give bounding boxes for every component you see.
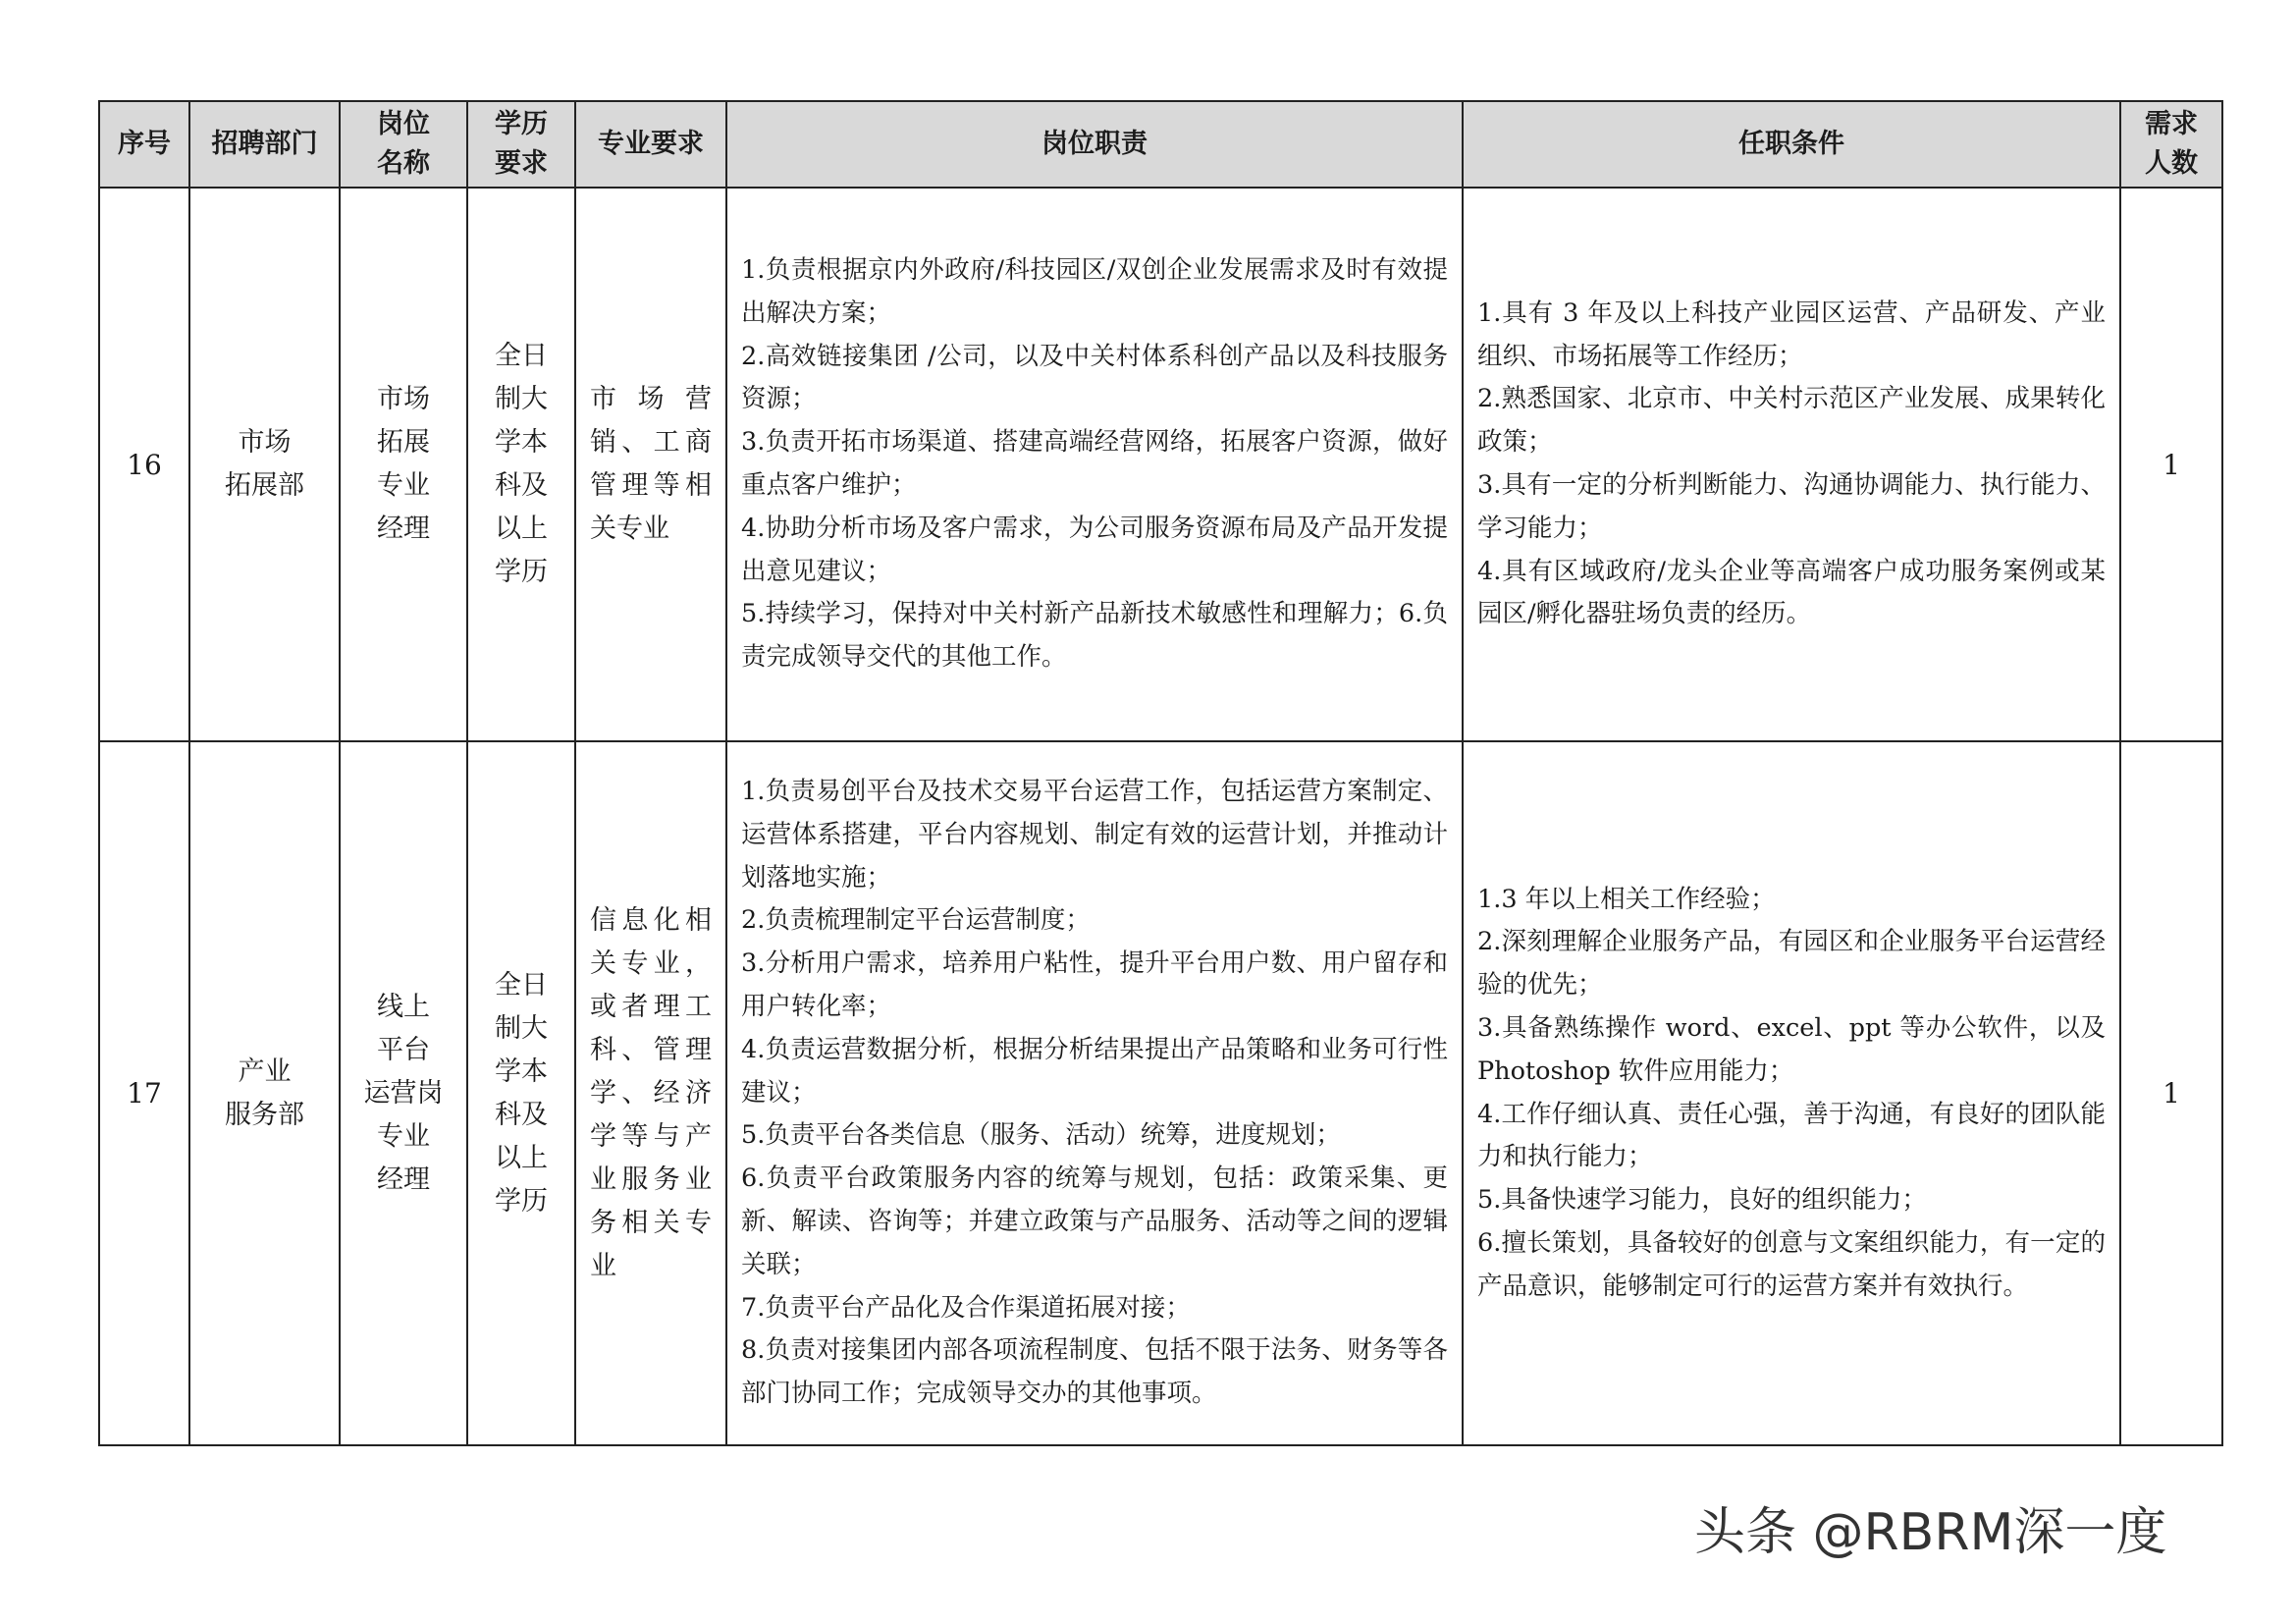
list-item: 3.具备熟练操作 word、excel、ppt 等办公软件，以及 Photoshop 软件应用能力； — [1477, 1012, 2106, 1086]
header-education: 学历 要求 — [467, 101, 575, 188]
table-header-row — [99, 101, 2222, 188]
header-dept: 招聘部门 — [189, 101, 340, 188]
header-count: 需求 人数 — [2120, 101, 2222, 188]
list-item: 1.3 年以上相关工作经验； — [1477, 884, 1776, 914]
row-position: 线上 平台 运营岗 专业 经理 — [340, 741, 467, 1445]
list-item: 5.负责平台各类信息（服务、活动）统筹，进度规划； — [741, 1120, 1341, 1151]
row-duties — [726, 188, 1463, 741]
list-item: 4.协助分析市场及客户需求，为公司服务资源布局及产品开发提出意见建议； — [741, 513, 1448, 586]
list-item: 4.负责运营数据分析，根据分析结果提出产品策略和业务可行性建议； — [741, 1034, 1448, 1108]
list-item: 1.负责根据京内外政府/科技园区/双创企业发展需求及时有效提出解决方案； — [741, 255, 1448, 328]
row-education: 全日 制大 学本 科及 以上 学历 — [467, 188, 575, 741]
recruitment-table — [98, 100, 2223, 1446]
table-row — [99, 188, 2222, 741]
list-item: 2.高效链接集团 /公司，以及中关村体系科创产品以及科技服务资源； — [741, 341, 1448, 414]
list-item: 4.具有区域政府/龙头企业等高端客户成功服务案例或某园区/孵化器驻场负责的经历。 — [1477, 556, 2106, 629]
row-count: 1 — [2120, 188, 2222, 741]
row-duties — [726, 741, 1463, 1445]
list-item: 2.深刻理解企业服务产品，有园区和企业服务平台运营经验的优先； — [1477, 927, 2106, 1001]
header-position: 岗位 名称 — [340, 101, 467, 188]
row-dept: 产业 服务部 — [189, 741, 340, 1445]
row-major: 市场营销、工商管理等相关专业 — [575, 188, 726, 741]
list-item: 1.负责易创平台及技术交易平台运营工作，包括运营方案制定、运营体系搭建，平台内容规划、制定有效的运营计划，并推动计划落地实施； — [741, 777, 1448, 893]
row-num: 17 — [99, 741, 189, 1445]
list-item: 4.工作仔细认真、责任心强，善于沟通，有良好的团队能力和执行能力； — [1477, 1099, 2106, 1172]
row-count: 1 — [2120, 741, 2222, 1445]
list-item: 5.持续学习，保持对中关村新产品新技术敏感性和理解力；6.负责完成领导交代的其他工作。 — [741, 599, 1448, 673]
row-num: 16 — [99, 188, 189, 741]
row-major: 信息化相关专业，或者理工科、管理学、经济学等与产业服务业务相关专业 — [575, 741, 726, 1445]
list-item: 1.具有 3 年及以上科技产业园区运营、产品研发、产业组织、市场拓展等工作经历； — [1477, 298, 2106, 371]
row-dept: 市场 拓展部 — [189, 188, 340, 741]
row-position: 市场 拓展 专业 经理 — [340, 188, 467, 741]
header-duties: 岗位职责 — [726, 101, 1463, 188]
header-major: 专业要求 — [575, 101, 726, 188]
list-item: 2.负责梳理制定平台运营制度； — [741, 905, 1091, 936]
list-item: 7.负责平台产品化及合作渠道拓展对接； — [741, 1292, 1191, 1323]
list-item: 3.具有一定的分析判断能力、沟通协调能力、执行能力、学习能力； — [1477, 470, 2106, 543]
list-item: 3.分析用户需求，培养用户粘性，提升平台用户数、用户留存和用户转化率； — [741, 948, 1448, 1021]
watermark: 头条 @RBRM深一度 — [1694, 1503, 2167, 1562]
list-item: 8.负责对接集团内部各项流程制度、包括不限于法务、财务等各部门协同工作；完成领导交办的其他事项。 — [741, 1335, 1448, 1409]
row-qualifications — [1463, 188, 2120, 741]
list-item: 6.负责平台政策服务内容的统筹与规划，包括：政策采集、更新、解读、咨询等；并建立政策与产品服务、活动等之间的逻辑关联； — [741, 1164, 1448, 1279]
list-item: 3.负责开拓市场渠道、搭建高端经营网络，拓展客户资源，做好重点客户维护； — [741, 427, 1448, 500]
row-qualifications — [1463, 741, 2120, 1445]
header-num: 序号 — [99, 101, 189, 188]
table-row — [99, 741, 2222, 1445]
list-item: 2.熟悉国家、北京市、中关村示范区产业发展、成果转化政策； — [1477, 384, 2106, 458]
list-item: 6.擅长策划，具备较好的创意与文案组织能力，有一定的产品意识，能够制定可行的运营方案并有效执行。 — [1477, 1227, 2106, 1301]
row-education: 全日 制大 学本 科及 以上 学历 — [467, 741, 575, 1445]
list-item: 5.具备快速学习能力，良好的组织能力； — [1477, 1185, 1927, 1216]
header-qualifications: 任职条件 — [1463, 101, 2120, 188]
